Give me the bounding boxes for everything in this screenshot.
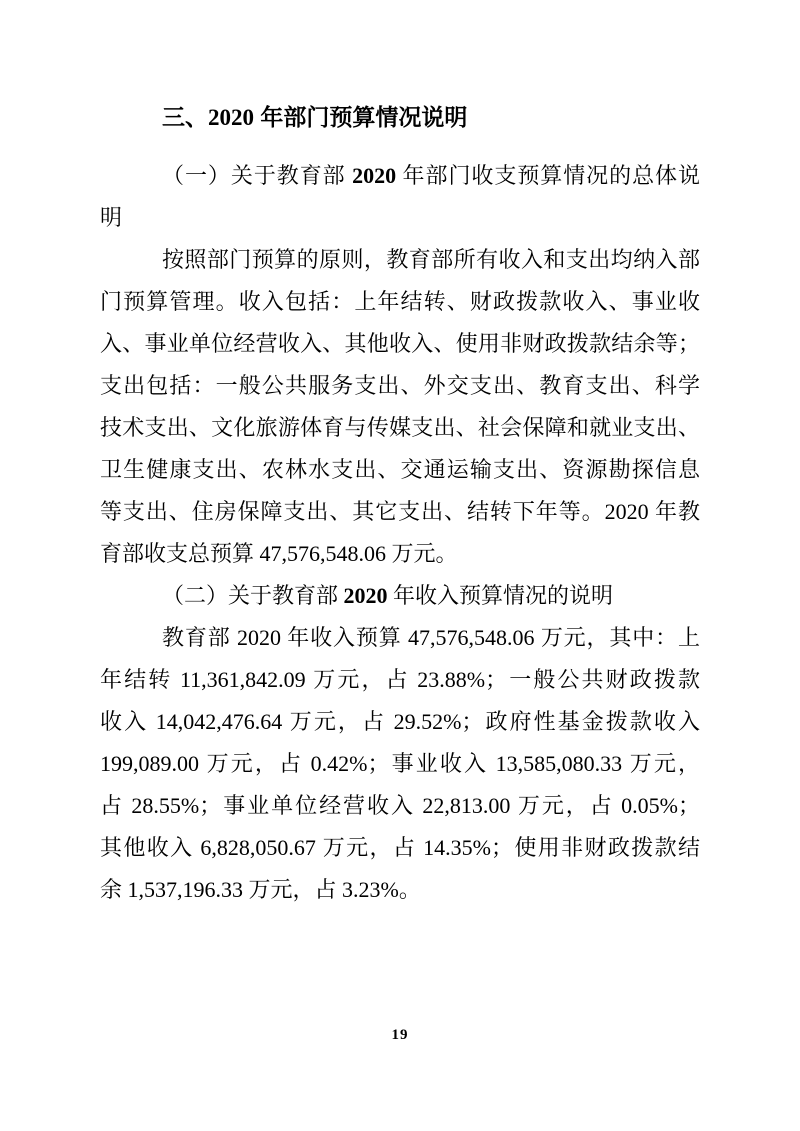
subsection-2-heading-prefix: （二）关于教育部 bbox=[162, 583, 344, 608]
section1-para-line-last: 育部收支总预算 47,576,548.06 万元。 bbox=[100, 541, 458, 566]
subsection-1-heading-prefix: （一）关于教育部 bbox=[162, 163, 353, 188]
subsection-2-heading-suffix: 年收入预算情况的说明 bbox=[387, 583, 614, 608]
section2-para-line: 199,089.00 万元，占 0.42%；事业收入 13,585,080.33 万元， bbox=[100, 751, 700, 776]
subsection-1-heading-wrap: 明 bbox=[100, 205, 123, 230]
section2-para-line: 教育部 2020 年收入预算 47,576,548.06 万元，其中：上 bbox=[162, 625, 700, 650]
section-heading-year: 2020 bbox=[208, 105, 254, 130]
section-heading-suffix: 年部门预算情况说明 bbox=[254, 104, 468, 130]
subsection-1-heading-suffix: 年部门收支预算情况的总体说 bbox=[396, 163, 700, 188]
section-heading bbox=[100, 96, 700, 139]
section1-para-line: 支出包括：一般公共服务支出、外交支出、教育支出、科学 bbox=[100, 373, 700, 398]
section1-para-line: 技术支出、文化旅游体育与传媒支出、社会保障和就业支出、 bbox=[100, 415, 700, 440]
subsection-1-heading-year: 2020 bbox=[352, 163, 397, 188]
section2-para-line-last: 余 1,537,196.33 万元，占 3.23%。 bbox=[100, 877, 421, 902]
section1-para-line: 等支出、住房保障支出、其它支出、结转下年等。2020 年教 bbox=[100, 499, 700, 524]
subsection-2-heading-year: 2020 bbox=[343, 583, 388, 608]
section1-para-line: 卫生健康支出、农林水支出、交通运输支出、资源勘探信息 bbox=[100, 457, 700, 482]
document-body bbox=[100, 96, 700, 911]
section2-para-line: 收入 14,042,476.64 万元，占 29.52%；政府性基金拨款收入 bbox=[100, 709, 700, 734]
section2-para-line: 占 28.55%；事业单位经营收入 22,813.00 万元，占 0.05%； bbox=[100, 793, 700, 818]
section2-para-line: 年结转 11,361,842.09 万元，占 23.88%；一般公共财政拨款 bbox=[100, 667, 700, 692]
section1-para-line: 按照部门预算的原则，教育部所有收入和支出均纳入部 bbox=[162, 247, 700, 272]
section2-para-line: 其他收入 6,828,050.67 万元，占 14.35%；使用非财政拨款结 bbox=[100, 835, 700, 860]
section1-para-line: 门预算管理。收入包括：上年结转、财政拨款收入、事业收 bbox=[100, 289, 700, 314]
subsection-2-heading bbox=[100, 575, 700, 617]
section-heading-prefix: 三、 bbox=[162, 104, 208, 130]
section1-para-line: 入、事业单位经营收入、其他收入、使用非财政拨款结余等； bbox=[100, 331, 700, 356]
page-number: 19 bbox=[391, 1027, 409, 1043]
subsection-1-heading bbox=[100, 155, 700, 197]
